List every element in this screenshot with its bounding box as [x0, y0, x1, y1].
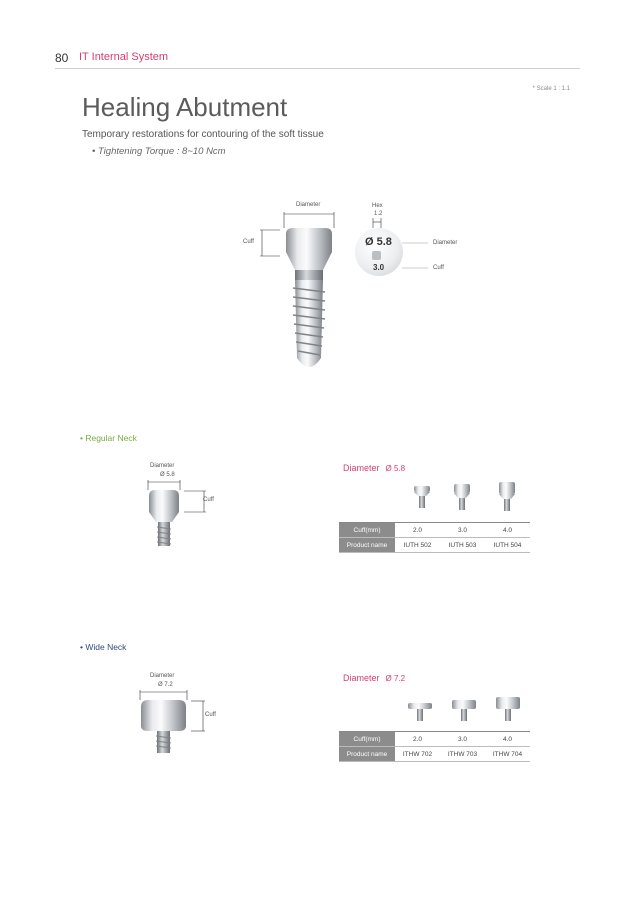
table-cell: 4.0 [485, 523, 530, 538]
table-cell: ITHW 704 [485, 747, 530, 762]
page-title: Healing Abutment [82, 92, 288, 122]
regular-diameter-label: Diameter [150, 463, 175, 469]
scale-note: * Scale 1 : 1.1 [532, 86, 570, 92]
torque-note: • Tightening Torque : 8~10 Ncm [92, 146, 226, 157]
table-cell: ITHW 703 [440, 747, 485, 762]
header-divider [55, 68, 580, 69]
regular-variant-3mm [454, 484, 470, 510]
hero-abutment-illustration [255, 208, 375, 383]
wide-diameter-label: Diameter [150, 673, 175, 679]
regular-heading-value: Ø 5.8 [385, 464, 406, 473]
wide-abutment-illustration [135, 688, 225, 763]
regular-cuff-label: Cuff [203, 497, 214, 503]
wide-spec-table [339, 731, 530, 762]
table-row [339, 538, 530, 553]
table-cell: 2.0 [395, 523, 440, 538]
wide-heading-label: Diameter [343, 673, 380, 683]
wide-variant-2mm [408, 703, 432, 721]
hex-value: 1.2 [374, 211, 383, 217]
wide-diameter-value: Ø 7.2 [158, 682, 173, 688]
table-cell: 3.0 [440, 732, 485, 747]
regular-abutment-illustration [140, 478, 220, 553]
page-subtitle: Temporary restorations for contouring of the soft tissue [82, 129, 324, 140]
hero-diameter-label: Diameter [296, 202, 321, 208]
table-cell: 4.0 [485, 732, 530, 747]
badge-diameter-value: Ø 5.8 [365, 236, 392, 248]
table-cell: IUTH 503 [440, 538, 485, 553]
wide-neck-label: • Wide Neck [80, 642, 127, 652]
table-row-header: Product name [339, 538, 395, 553]
regular-diameter-heading [343, 463, 405, 473]
regular-variants-illustration [398, 478, 528, 518]
table-cell: ITHW 702 [395, 747, 440, 762]
badge-diameter-label: Diameter [433, 240, 458, 246]
hex-label: Hex [372, 203, 383, 209]
regular-variant-2mm [414, 486, 430, 508]
hex-socket-icon [372, 251, 381, 260]
table-row-header: Product name [339, 747, 395, 762]
regular-spec-table [339, 522, 530, 553]
wide-variants-illustration [398, 693, 528, 729]
section-name: IT Internal System [79, 51, 169, 63]
badge-cuff-value: 3.0 [373, 263, 385, 272]
page-number: 80 [55, 51, 69, 65]
regular-heading-label: Diameter [343, 463, 380, 473]
wide-cuff-label: Cuff [205, 712, 216, 718]
table-row [339, 732, 530, 747]
wide-variant-3mm [452, 700, 476, 721]
table-row-header: Cuff(mm) [339, 523, 395, 538]
wide-heading-value: Ø 7.2 [385, 674, 406, 683]
table-row [339, 523, 530, 538]
table-cell: IUTH 504 [485, 538, 530, 553]
hero-cuff-label: Cuff [243, 239, 254, 245]
table-cell: IUTH 502 [395, 538, 440, 553]
table-row-header: Cuff(mm) [339, 732, 395, 747]
badge-cuff-label: Cuff [433, 265, 444, 271]
wide-variant-4mm [496, 697, 520, 721]
table-cell: 2.0 [395, 732, 440, 747]
wide-diameter-heading [343, 673, 405, 683]
regular-neck-label: • Regular Neck [80, 433, 137, 443]
table-cell: 3.0 [440, 523, 485, 538]
regular-diameter-value: Ø 5.8 [160, 472, 175, 478]
table-row [339, 747, 530, 762]
regular-variant-4mm [499, 482, 515, 511]
badge-leader-lines [400, 238, 430, 274]
